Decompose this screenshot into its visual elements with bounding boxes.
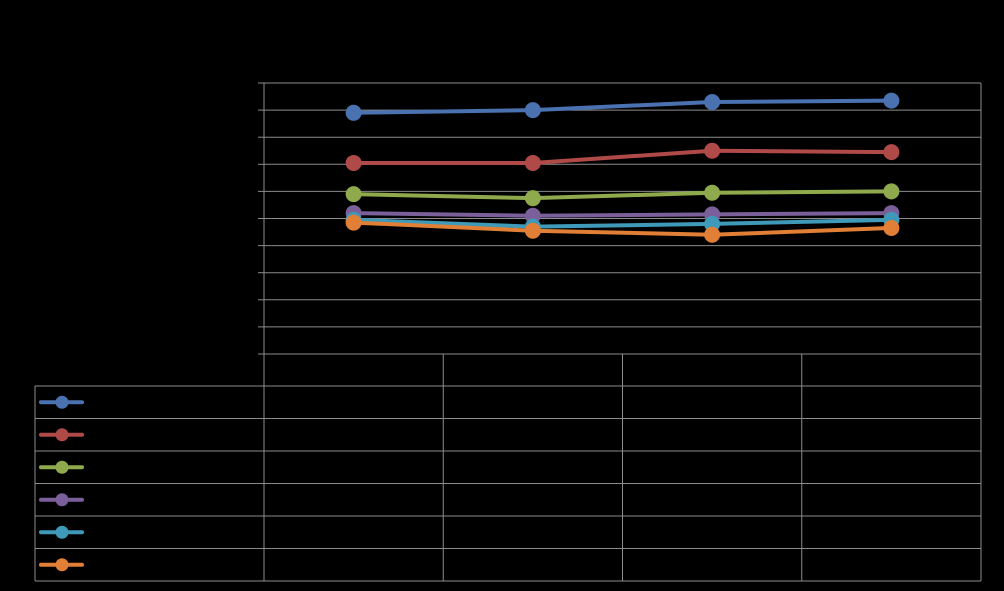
data-point-1-3	[704, 94, 720, 110]
data-point-3-2	[525, 190, 541, 206]
data-point-3-1	[346, 186, 362, 202]
data-point-6-2	[525, 223, 541, 239]
data-point-2-2	[525, 155, 541, 171]
data-point-6-1	[346, 215, 362, 231]
series-line-3	[354, 191, 892, 198]
legend-key-marker-3	[56, 461, 69, 474]
data-point-1-2	[525, 102, 541, 118]
data-point-3-4	[883, 183, 899, 199]
legend-key-marker-1	[56, 396, 69, 409]
legend-key-marker-2	[56, 428, 69, 441]
series-line-4	[354, 213, 892, 216]
data-point-2-3	[704, 143, 720, 159]
data-point-1-4	[883, 93, 899, 109]
series-line-2	[354, 151, 892, 163]
plot-area	[346, 93, 900, 243]
data-point-3-3	[704, 185, 720, 201]
data-point-2-1	[346, 155, 362, 171]
data-point-6-4	[883, 220, 899, 236]
legend-key-marker-5	[56, 526, 69, 539]
legend-key-marker-6	[56, 558, 69, 571]
data-table	[35, 354, 981, 581]
data-point-1-1	[346, 105, 362, 121]
data-point-6-3	[704, 227, 720, 243]
data-point-2-4	[883, 144, 899, 160]
series-line-1	[354, 101, 892, 113]
legend-key-marker-4	[56, 493, 69, 506]
